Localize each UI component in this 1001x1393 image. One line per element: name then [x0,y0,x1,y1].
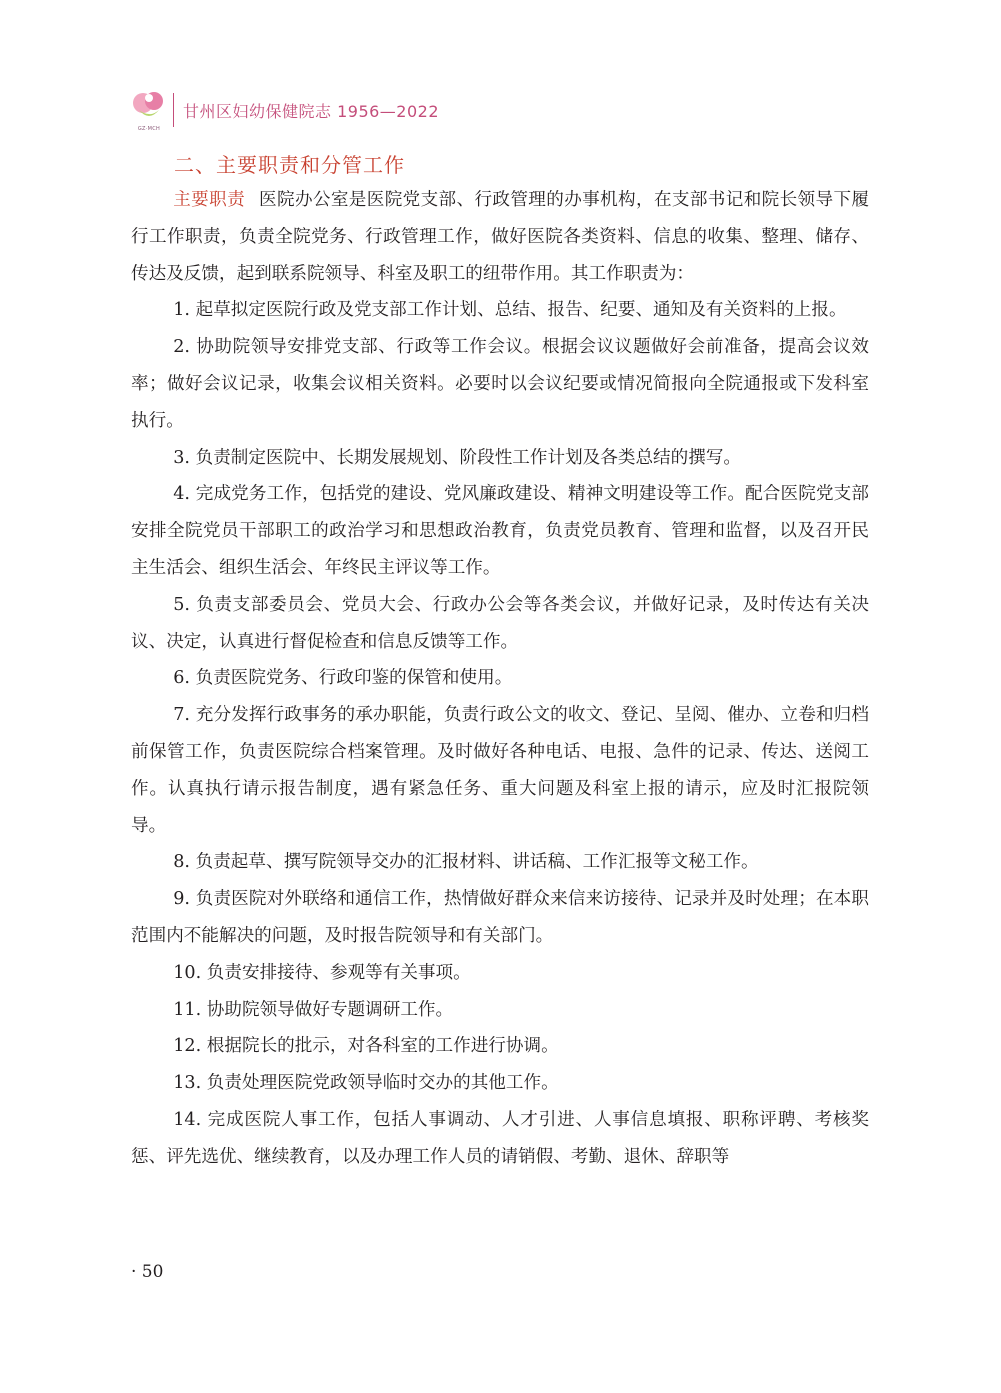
lead-label: 主要职责 [173,190,246,210]
section-title: 二、主要职责和分管工作 [174,153,405,177]
page-number: · 50 [131,1262,164,1282]
list-item: 10. 负责安排接待、参观等有关事项。 [173,962,471,983]
list-item: 2. 协助院领导安排党支部、行政等工作会议。根据会议议题做好会前准备，提高会议效率；做好会议记录，收集会议相关资料。必要时以会议纪要或情况简报向全院通报或下发科室执行。 [131,337,869,431]
list-item: 4. 完成党务工作，包括党的建设、党风廉政建设、精神文明建设等工作。配合医院党支部安排全院党员干部职工的政治学习和思想政治教育，负责党员教育、管理和监督，以及召开民主生活会、组织生活会、年终民主评议等工作。 [131,484,869,578]
list-item: 11. 协助院领导做好专题调研工作。 [173,999,454,1020]
list-item: 5. 负责支部委员会、党员大会、行政办公会等各类会议，并做好记录，及时传达有关决议、决定，认真进行督促检查和信息反馈等工作。 [131,594,869,652]
list-item: 1. 起草拟定医院行政及党支部工作计划、总结、报告、纪要、通知及有关资料的上报。 [173,300,847,321]
list-item: 14. 完成医院人事工作，包括人事调动、人才引进、人事信息填报、职称评聘、考核奖惩、评先选优、继续教育，以及办理工作人员的请销假、考勤、退休、辞职等 [131,1109,869,1167]
list-item: 7. 充分发挥行政事务的承办职能，负责行政公文的收文、登记、呈阅、催办、立卷和归档前保管工作，负责医院综合档案管理。及时做好各种电话、电报、急件的记录、传达、送阅工作。认真执行请示报告制度，遇有紧急任务、重大问题及科室上报的请示，应及时汇报院领导。 [131,705,869,836]
list-item: 12. 根据院长的批示，对各科室的工作进行协调。 [173,1036,559,1057]
list-item: 9. 负责医院对外联络和通信工作，热情做好群众来信来访接待、记录并及时处理；在本职范围内不能解决的问题，及时报告院领导和有关部门。 [131,889,869,946]
book-title: 甘州区妇幼保健院志 1956—2022 [183,101,440,121]
lead-text: 医院办公室是医院党支部、行政管理的办事机构，在支部书记和院长领导下履行工作职责，负责全院党务、行政管理工作，做好医院各类资料、信息的收集、整理、储存、传达及反馈，起到联系院领导、科室及职工的纽带作用。其工作职责为： [131,190,869,284]
body-text [131,182,869,1176]
page-header [131,88,439,132]
lead-paragraph [131,182,869,292]
header-divider [173,93,174,127]
list-item: 6. 负责医院党务、行政印鉴的保管和使用。 [173,668,513,689]
list-item: 3. 负责制定医院中、长期发展规划、阶段性工作计划及各类总结的撰写。 [173,447,742,468]
hospital-logo-icon [131,88,167,132]
list-item: 13. 负责处理医院党政领导临时交办的其他工作。 [173,1073,559,1094]
logo-text: GZ·MCH [137,126,161,132]
list-item: 8. 负责起草、撰写院领导交办的汇报材料、讲话稿、工作汇报等文秘工作。 [173,852,759,873]
